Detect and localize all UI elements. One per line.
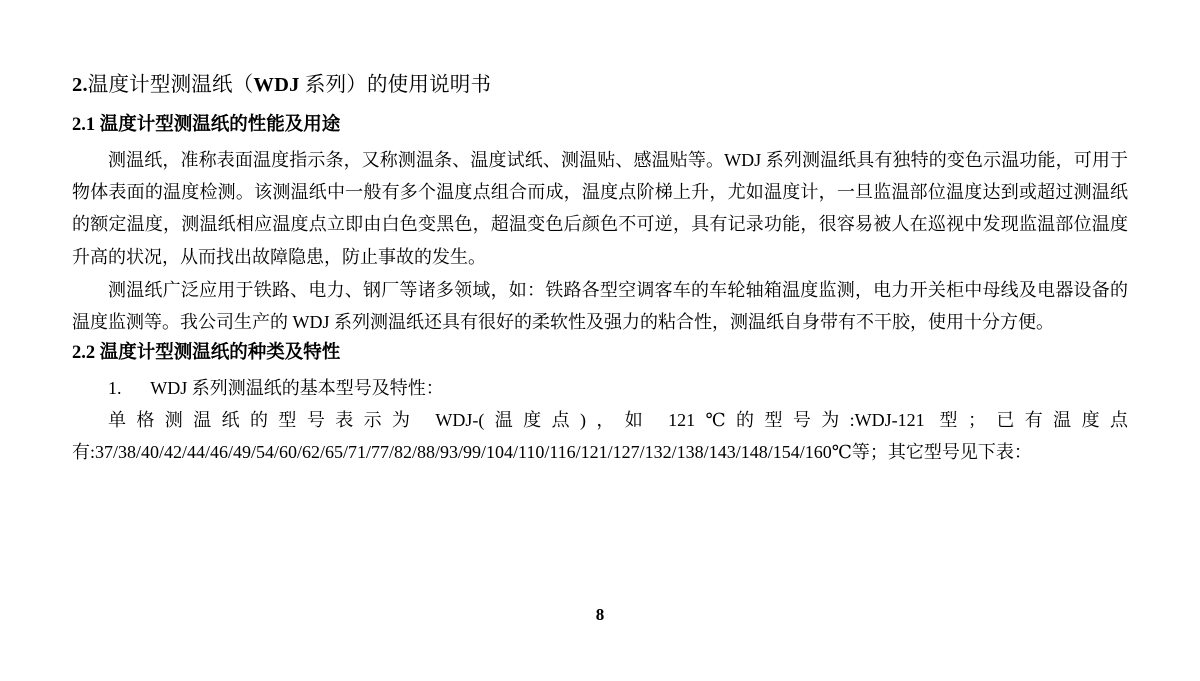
page-number: 8 [595,605,605,624]
section-title-2-1: 温度计型测温纸的性能及用途 [99,114,341,135]
page-title-number: 2. [72,74,88,96]
page-title-text-after: 系列）的使用说明书 [299,74,492,96]
page-title [72,70,1128,101]
list-item-marker: 1. [108,378,122,399]
paragraph: 测温纸广泛应用于铁路、电力、钢厂等诸多领域，如：铁路各型空调客车的车轮轴箱温度监测，电力开关柜中母线及电器设备的温度监测等。我公司生产的 WDJ 系列测温纸还具有很好的柔软性及强力的粘合性，测温纸自身带有不干胶，使用十分方便。 [72,279,1128,332]
page-title-wdj-label: WDJ [253,74,300,96]
list-item-label: WDJ 系列测温纸的基本型号及特性： [150,378,444,399]
page-title-text-before: 温度计型测温纸（ [87,74,254,96]
section-number-2-2: 2.2 [72,342,96,363]
list-item [72,372,1128,404]
section-title-2-2: 温度计型测温纸的种类及特性 [99,342,341,363]
section-heading-2-2 [72,339,1128,368]
paragraph: 单格测温纸的型号表示为 WDJ-(温度点)，如 121℃的型号为:WDJ-121 型；已有温度点有:37/38/40/42/44/46/49/54/60/62/65/71/77/82/88/93/99/104/110/116/121/127/132/138/143/148/154/160℃等；其它型号见下表： [72,410,1128,463]
section-heading-2-1 [72,111,1128,140]
section-number-2-1: 2.1 [72,114,96,135]
document-body [72,70,1128,468]
paragraph: 测温纸，准称表面温度指示条，又称测温条、温度试纸、测温贴、感温贴等。WDJ 系列测温纸具有独特的变色示温功能，可用于物体表面的温度检测。该测温纸中一般有多个温度点组合而成，温度点阶梯上升，尤如温度计，一旦监温部位温度达到或超过测温纸的额定温度，测温纸相应温度点立即由白色变黑色，超温变色后颜色不可逆，具有记录功能，很容易被人在巡视中发现监温部位温度升高的状况，从而找出故障隐患，防止事故的发生。 [72,150,1128,267]
